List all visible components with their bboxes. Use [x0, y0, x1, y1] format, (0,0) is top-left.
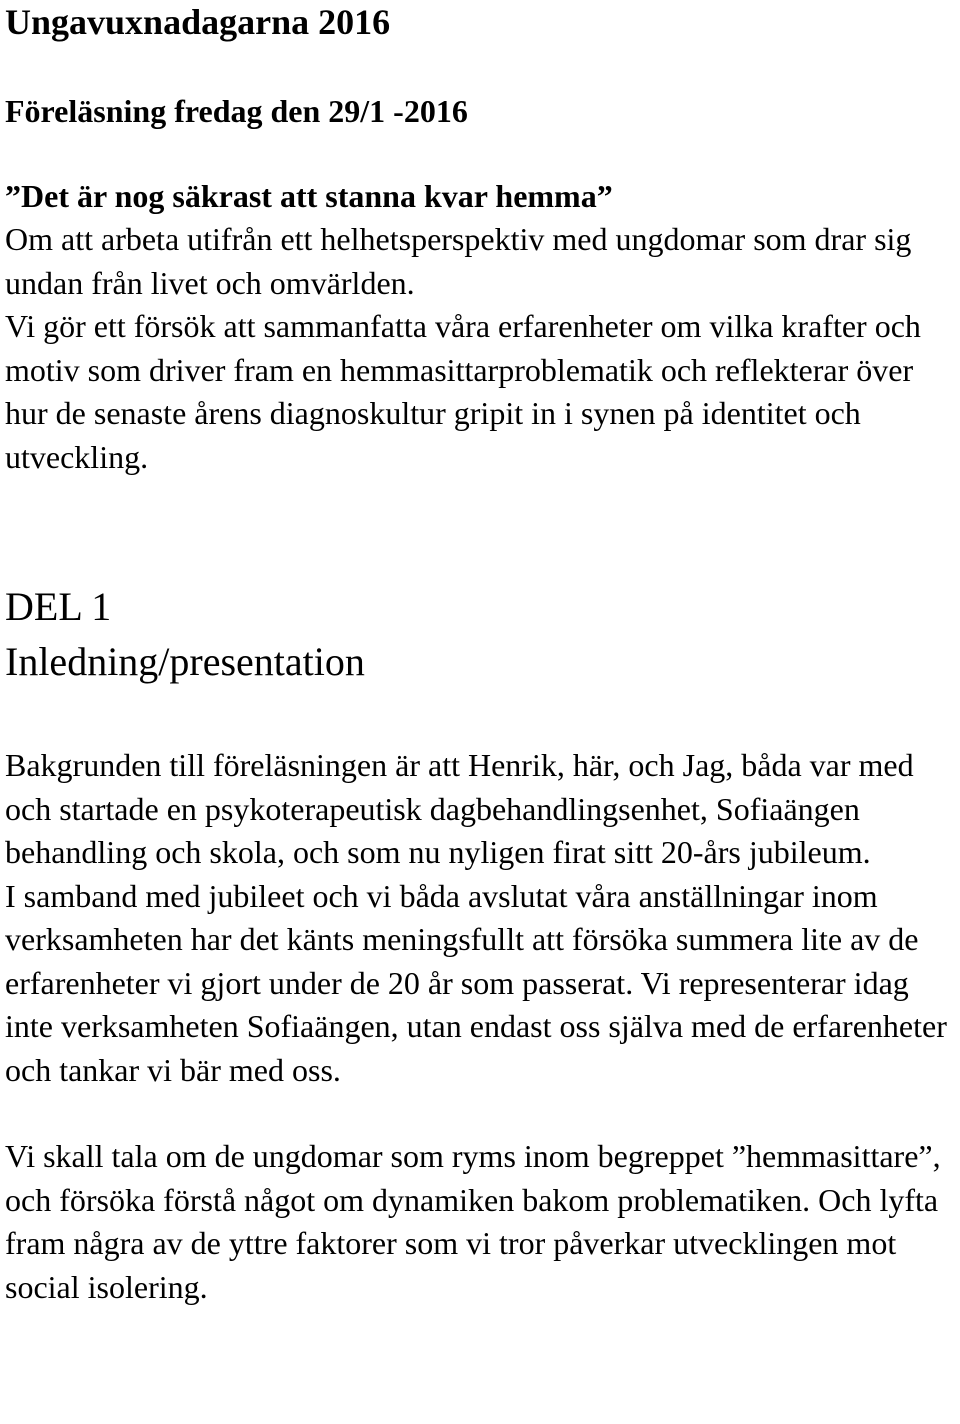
- document-title: Ungavuxnadagarna 2016: [5, 2, 391, 42]
- body-paragraph-1: Bakgrunden till föreläsningen är att Henrik, här, och Jag, båda var med och startade en psykoterapeutisk dagbehandlingsenhet, Sofiaängen behandling och skola, och som nu nyligen firat sitt 20-års jubileum.: [5, 747, 914, 870]
- section-label: DEL 1: [5, 584, 112, 629]
- abstract-line-1: Om att arbeta utifrån ett helhetsperspektiv med ungdomar som drar sig undan från livet och omvärlden.: [5, 221, 912, 301]
- body-paragraph-3: Vi skall tala om de ungdomar som ryms inom begreppet ”hemmasittare”, och försöka förstå något om dynamiken bakom problematiken. Och lyfta fram några av de yttre faktorer som vi tror påverkar utvecklingen mot social isolering.: [5, 1138, 941, 1305]
- section-title: Inledning/presentation: [5, 639, 365, 684]
- section-heading: [5, 579, 960, 689]
- body-paragraph-2: I samband med jubileet och vi båda avslutat våra anställningar inom verksamheten har det känts meningsfullt att försöka summera lite av de erfarenheter vi gjort under de 20 år som passerat. Vi representerar idag inte verksamheten Sofiaängen, utan endast oss själva med de erfarenheter och tankar vi bär med oss.: [5, 877, 947, 1088]
- abstract: [5, 218, 960, 479]
- lecture-date: Föreläsning fredag den 29/1 -2016: [5, 93, 468, 129]
- abstract-line-2: Vi gör ett försök att sammanfatta våra erfarenheter om vilka krafter och motiv som driver fram en hemmasittarproblematik och reflekterar över hur de senaste årens diagnoskultur gripit in i synen på identitet och utveckling.: [5, 308, 921, 475]
- talk-title: ”Det är nog säkrast att stanna kvar hemma”: [5, 178, 613, 214]
